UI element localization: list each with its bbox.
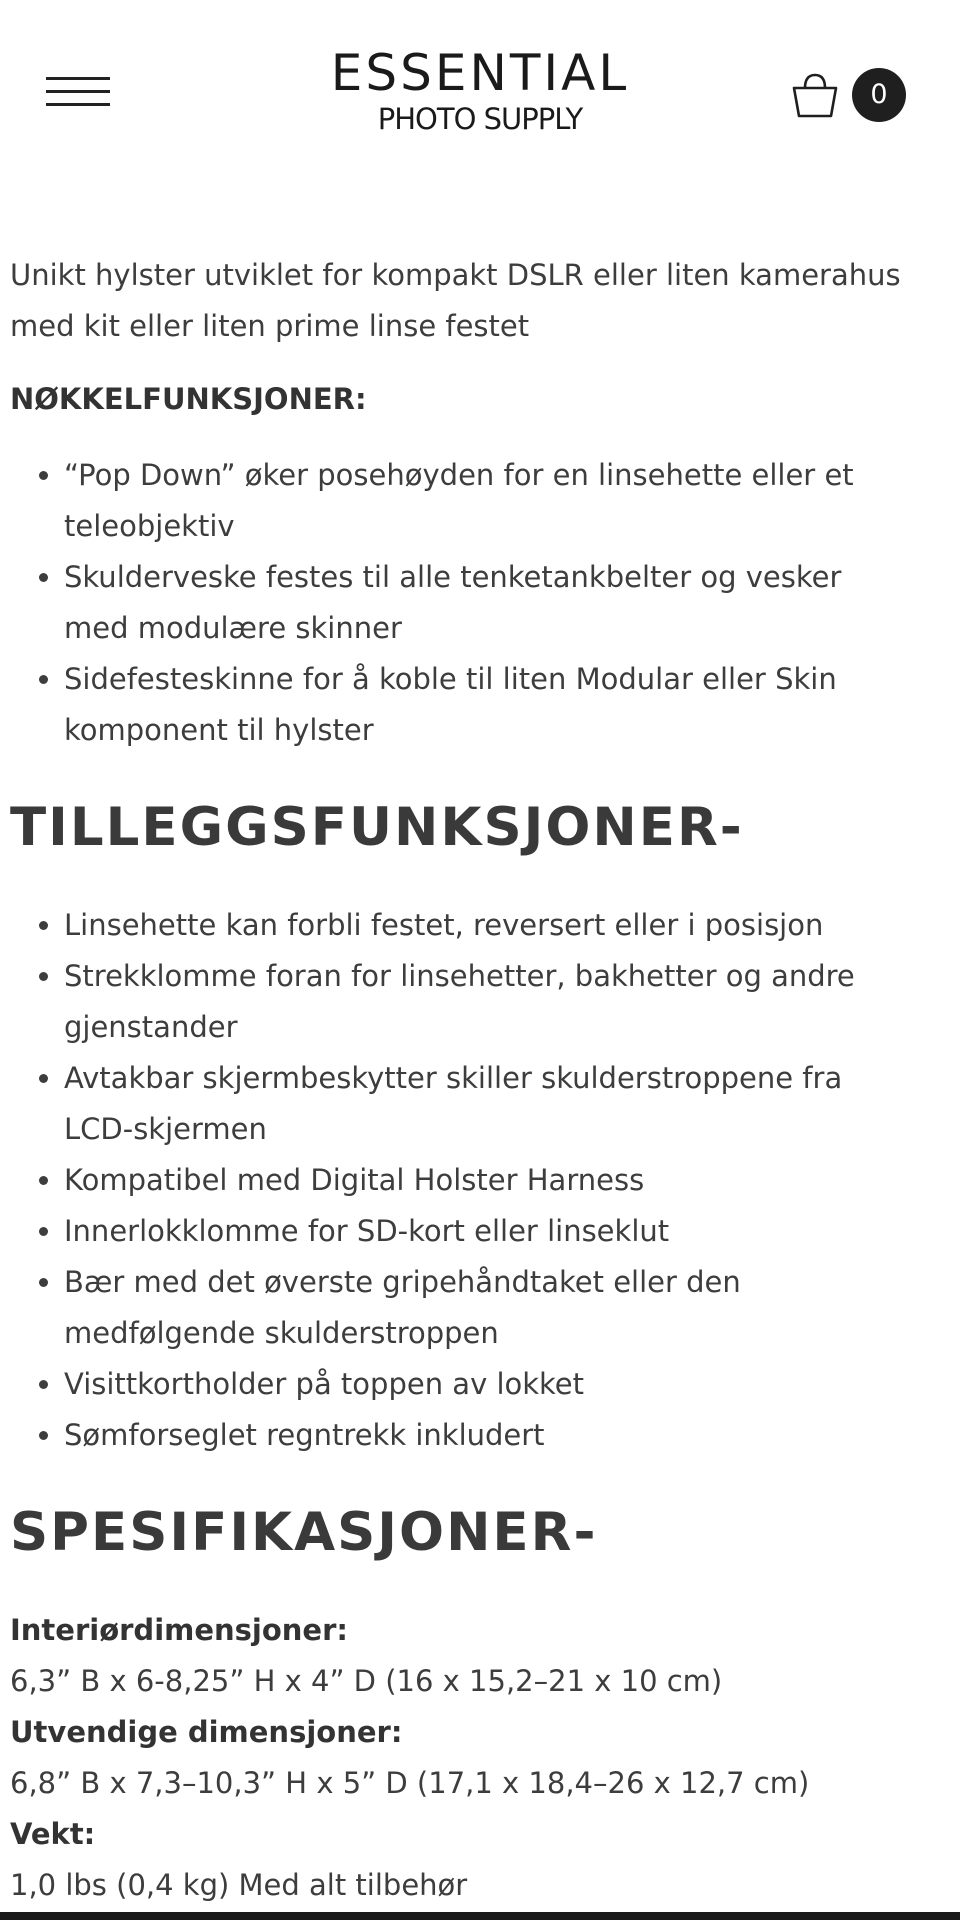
menu-bar: [46, 90, 110, 93]
shopping-bag-icon: [790, 72, 840, 120]
menu-bar: [46, 103, 110, 106]
list-item: • Skulderveske festes til alle tenketankbelter og vesker med modulære skinner: [64, 552, 910, 654]
list-item: • Strekklomme foran for linsehetter, bakhetter og andre gjenstander: [64, 951, 910, 1053]
key-features-heading: NØKKELFUNKSJONER:: [10, 382, 367, 416]
interior-dimensions-label: Interiørdimensjoner:: [10, 1613, 349, 1647]
list-item: • Sømforseglet regntrekk inkludert: [64, 1410, 910, 1461]
cart-button[interactable]: [790, 68, 906, 124]
cart-count-badge: 0: [852, 68, 906, 122]
intro-text: Unikt hylster utviklet for kompakt DSLR eller liten kamerahus med kit eller liten prime linse festet: [10, 258, 901, 343]
logo-sub-text: PHOTO SUPPLY: [377, 102, 583, 136]
interior-dimensions-value: 6,3” B x 6-8,25” H x 4” D (16 x 15,2–21 x 10 cm): [10, 1664, 723, 1698]
key-features-list: [10, 450, 910, 756]
additional-features-heading: TILLEGGSFUNKSJONER-: [10, 797, 744, 858]
list-item: • “Pop Down” øker posehøyden for en linsehette eller et teleobjektiv: [64, 450, 910, 552]
list-item: • Sidefesteskinne for å koble til liten Modular eller Skin komponent til hylster: [64, 654, 910, 756]
additional-features-list: [10, 900, 910, 1461]
list-item: • Kompatibel med Digital Holster Harness: [64, 1155, 910, 1206]
weight-label: Vekt:: [10, 1817, 96, 1851]
exterior-dimensions-label: Utvendige dimensjoner:: [10, 1715, 403, 1749]
exterior-dimensions-value: 6,8” B x 7,3–10,3” H x 5” D (17,1 x 18,4–26 x 12,7 cm): [10, 1766, 810, 1800]
list-item: • Bær med det øverste gripehåndtaket eller den medfølgende skulderstroppen: [64, 1257, 910, 1359]
menu-icon[interactable]: [46, 77, 110, 109]
list-item: • Linsehette kan forbli festet, reversert eller i posisjon: [64, 900, 910, 951]
menu-bar: [46, 77, 110, 80]
bottom-bar: [0, 1912, 960, 1920]
list-item: • Visittkortholder på toppen av lokket: [64, 1359, 910, 1410]
weight-value: 1,0 lbs (0,4 kg) Med alt tilbehør: [10, 1868, 468, 1902]
logo-main-text: ESSENTIAL: [330, 44, 630, 102]
list-item: • Avtakbar skjermbeskytter skiller skulderstroppene fra LCD-skjermen: [64, 1053, 910, 1155]
list-item: • Innerlokklomme for SD-kort eller linseklut: [64, 1206, 910, 1257]
specifications-heading: SPESIFIKASJONER-: [10, 1502, 598, 1563]
site-logo[interactable]: [280, 46, 680, 136]
product-description: [10, 250, 910, 1911]
site-header: [0, 0, 960, 190]
